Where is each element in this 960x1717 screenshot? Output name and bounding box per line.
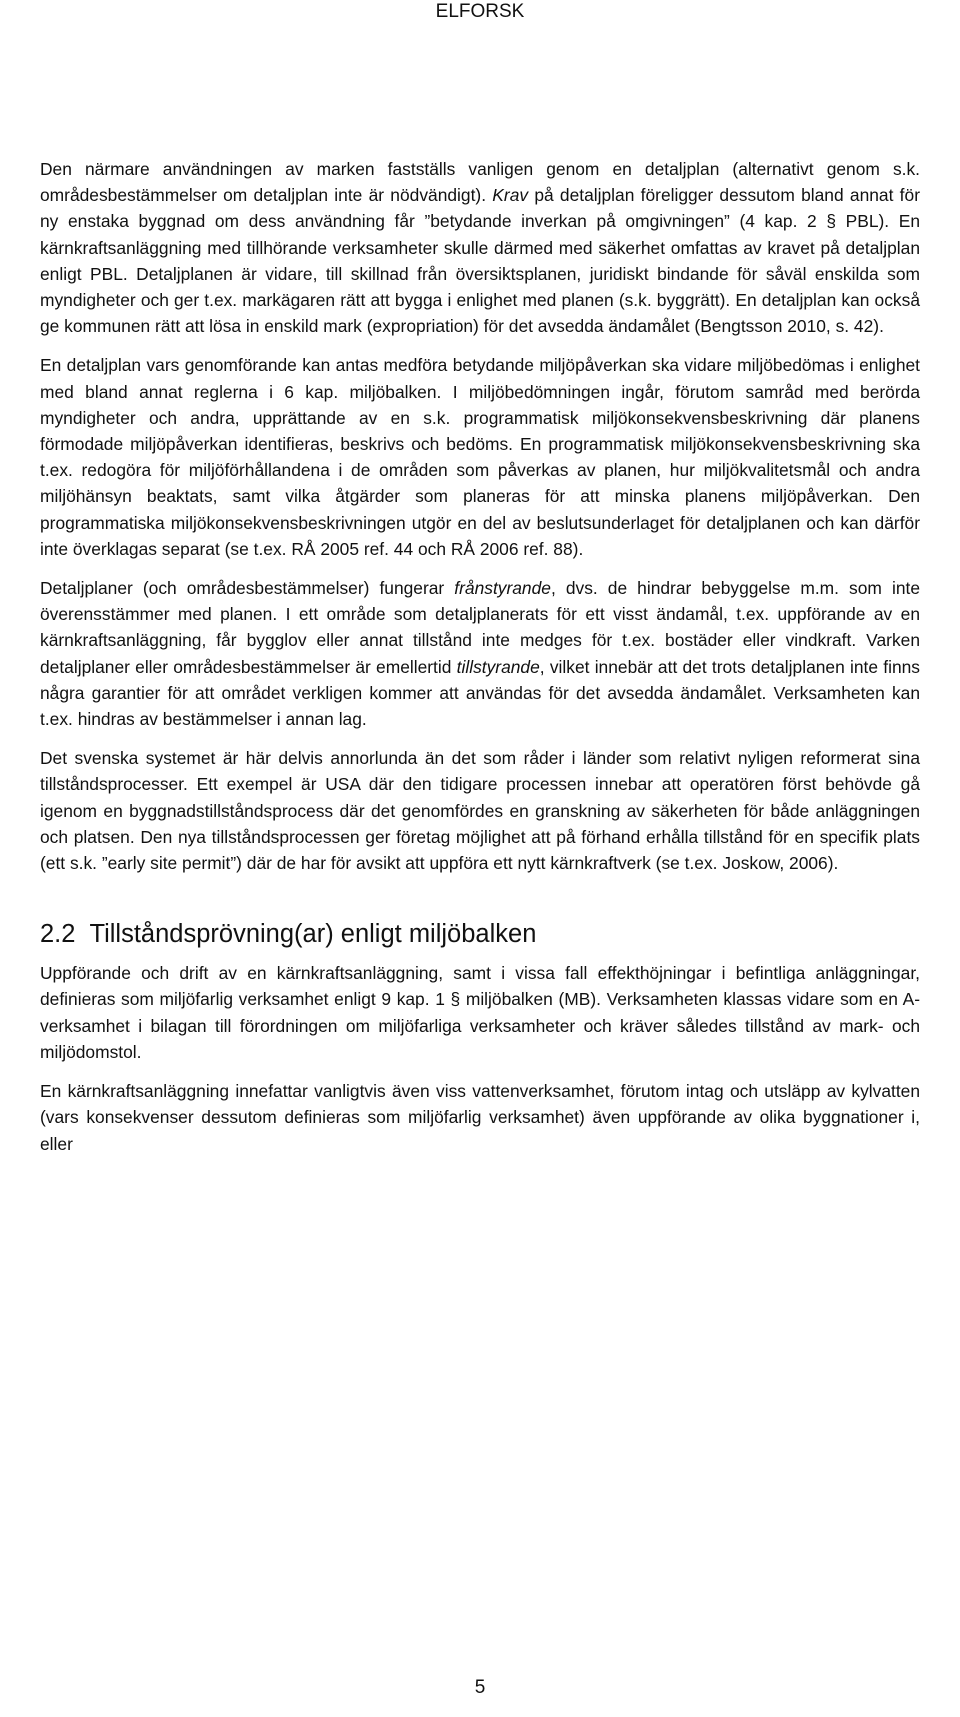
emphasized-text: tillstyrande — [456, 656, 540, 677]
text-run: , dvs. de hindrar bebyggelse m.m. som inte överensstämmer med planen. I ett område som detaljplanerats för ett visst ändamål, t.ex. uppförande av en kärnkraftsanläggning, får bygglov eller annat tillstånd inte medges för t.ex. bostäder eller vindkraft. Varken detaljplaner eller områdesbestämmelser är emellertid — [40, 578, 920, 677]
document-body — [40, 156, 920, 1170]
text-run: Uppförande och drift av en kärnkraftsanläggning, samt i vissa fall effekthöjningar i befintliga anläggningar, definieras som miljöfarlig verksamhet enligt 9 kap. 1 § miljöbalken (MB). Verksamheten klassas vidare som en A-verksamhet i bilagan till förordningen om miljöfarliga verksamheter och kräver således tillstånd av mark- och miljödomstol. — [40, 963, 920, 1062]
section-paragraphs — [40, 960, 920, 1156]
paragraph — [40, 960, 920, 1065]
section-title: Tillståndsprövning(ar) enligt miljöbalken — [89, 920, 537, 949]
text-run: Detaljplaner (och områdesbestämmelser) fungerar — [40, 578, 455, 599]
emphasized-text: Krav — [492, 185, 529, 206]
emphasized-text: frånstyrande — [454, 578, 551, 599]
paragraph — [40, 156, 920, 339]
paragraph — [40, 352, 920, 562]
text-run: Det svenska systemet är här delvis annorlunda än det som råder i länder som relativt nyligen reformerat sina tillståndsprocesser. Ett exempel är USA där den tidigare processen innebar att operatören först behövde gå igenom en byggnadstillståndsprocess där det genomfördes en granskning av säkerheten för både anläggningen och platsen. Den nya tillståndsprocessen ger företag möjlighet att på förhand erhålla tillstånd för en specifik plats (ett s.k. ”early site permit”) där de har för avsikt att uppföra ett nytt kärnkraftverk (se t.ex. Joskow, 2006). — [40, 748, 920, 874]
section-number: 2.2 — [40, 920, 76, 949]
page-number: 5 — [474, 1677, 486, 1698]
text-run: En detaljplan vars genomförande kan antas medföra betydande miljöpåverkan ska vidare miljöbedömas i enlighet med bland annat reglerna i 6 kap. miljöbalken. I miljöbedömningen ingår, förutom samråd med berörda myndigheter och andra, upprättande av en s.k. programmatisk miljökonsekvensbeskrivning där planens förmodade miljöpåverkan identifieras, beskrivs och bedöms. En programmatisk miljökonsekvensbeskrivning ska t.ex. redogöra för miljöförhållandena i de områden som påverkas av planen, hur miljökvalitetsmål och andra miljöhänsyn beaktats, samt vilka åtgärder som planeras för att minska planens miljöpåverkan. Den programmatiska miljökonsekvensbeskrivningen utgör en del av beslutsunderlaget för detaljplanen och kan därför inte överklagas separat (se t.ex. RÅ 2005 ref. 44 och RÅ 2006 ref. 88). — [40, 355, 920, 559]
paragraph — [40, 1078, 920, 1157]
text-run: En kärnkraftsanläggning innefattar vanligtvis även viss vattenverksamhet, förutom intag och utsläpp av kylvatten (vars konsekvenser dessutom definieras som miljöfarlig verksamhet) även uppförande av olika byggnationer i, eller — [40, 1081, 920, 1154]
section-heading — [40, 918, 920, 950]
paragraph — [40, 745, 920, 876]
running-header: ELFORSK — [435, 1, 525, 22]
text-run: på detaljplan föreligger dessutom bland annat för ny enstaka byggnad om dess användning får ”betydande inverkan på omgivningen” (4 kap. 2 § PBL). En kärnkraftsanläggning med tillhörande verksamheter skulle därmed med säkerhet omfattas av kravet på detaljplan enligt PBL. Detaljplanen är vidare, till skillnad från översiktsplanen, juridiskt bindande för såväl enskilda som myndigheter och ger t.ex. markägaren rätt att bygga i enlighet med planen (s.k. byggrätt). En detaljplan kan också ge kommunen rätt att lösa in enskild mark (expropriation) för det avsedda ändamålet (Bengtsson 2010, s. 42). — [40, 185, 920, 337]
body-paragraphs — [40, 156, 920, 876]
paragraph — [40, 575, 920, 732]
text-run: , vilket innebär att det trots detaljplanen inte finns några garantier för att området verkligen kommer att användas för det avsedda ändamålet. Verksamheten kan t.ex. hindras av bestämmelser i annan lag. — [40, 656, 920, 730]
text-run: Den närmare användningen av marken fastställs vanligen genom en detaljplan (alternativt genom s.k. områdesbestämmelser om detaljplan inte är nödvändigt). — [40, 159, 920, 206]
